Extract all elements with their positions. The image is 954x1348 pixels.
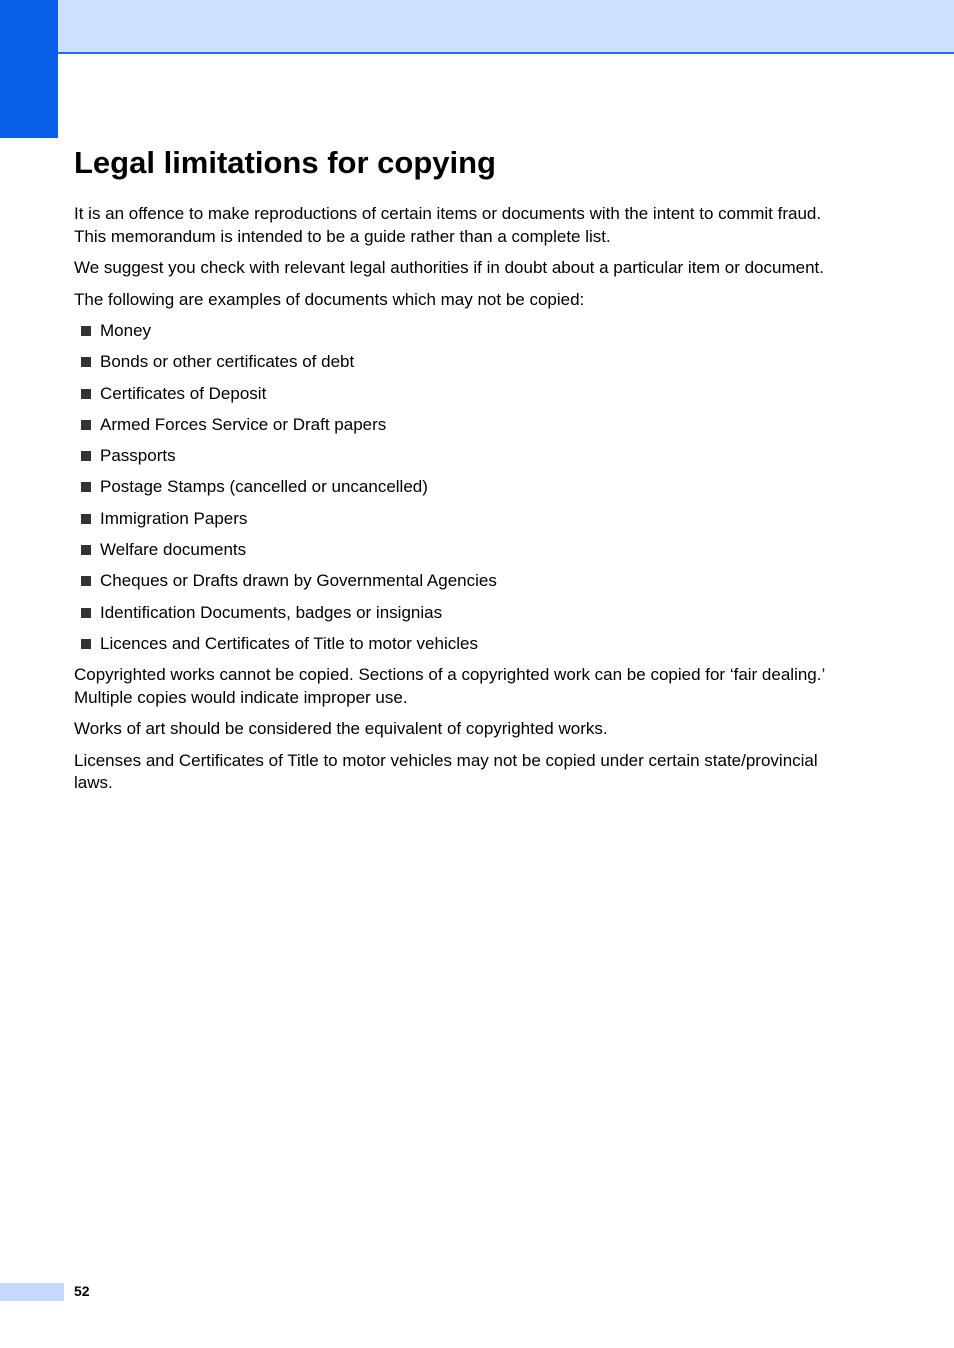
list-item [74,633,854,656]
list-item [74,383,854,406]
closing-paragraph: Works of art should be considered the equivalent of copyrighted works. [74,719,608,739]
footer-band [0,1283,64,1301]
page-number: 52 [74,1283,90,1299]
chapter-tab [0,0,58,138]
square-bullet-icon [81,357,91,367]
document-list [74,320,854,655]
page-title: Legal limitations for copying [74,145,496,180]
closing-paragraph: Copyrighted works cannot be copied. Sections of a copyrighted work can be copied for ‘fair dealing.’ Multiple copies would indicate improper use. [74,665,825,707]
list-item-text: Money [100,321,152,340]
square-bullet-icon [81,576,91,586]
list-item [74,476,854,499]
square-bullet-icon [81,326,91,336]
closing-paragraph: Licenses and Certificates of Title to motor vehicles may not be copied under certain state/provincial laws. [74,750,818,793]
square-bullet-icon [81,639,91,649]
list-item-text: Cheques or Drafts drawn by Governmental Agencies [100,571,497,591]
list-item-text: Postage Stamps (cancelled or uncancelled) [100,477,428,497]
list-item [74,414,854,437]
square-bullet-icon [81,389,91,399]
list-item-text: Licences and Certificates of Title to motor vehicles [100,633,478,653]
square-bullet-icon [81,420,91,430]
list-item-text: Passports [100,446,176,466]
list-item-text: Immigration Papers [100,508,248,528]
list-item-text: Bonds or other certificates of debt [100,352,355,372]
list-item [74,445,854,468]
header-band [58,0,954,54]
square-bullet-icon [81,514,91,524]
square-bullet-icon [81,545,91,555]
square-bullet-icon [81,608,91,618]
square-bullet-icon [81,451,91,461]
intro-paragraph: We suggest you check with relevant legal authorities if in doubt about a particular item or document. [74,258,824,277]
list-item [74,539,854,562]
list-item [74,570,854,593]
list-item-text: Armed Forces Service or Draft papers [100,414,387,434]
list-item [74,351,854,374]
list-item-text: Identification Documents, badges or insignias [100,602,443,622]
list-item [74,508,854,531]
page-content [74,144,854,804]
list-item-text: Welfare documents [100,540,247,560]
list-item [74,602,854,625]
list-item [74,320,854,343]
intro-paragraph: The following are examples of documents which may not be copied: [74,289,585,309]
list-item-text: Certificates of Deposit [100,383,267,403]
square-bullet-icon [81,482,91,492]
intro-paragraph: It is an offence to make reproductions of certain items or documents with the intent to commit fraud. This memorandum is intended to be a guide rather than a complete list. [74,204,822,246]
